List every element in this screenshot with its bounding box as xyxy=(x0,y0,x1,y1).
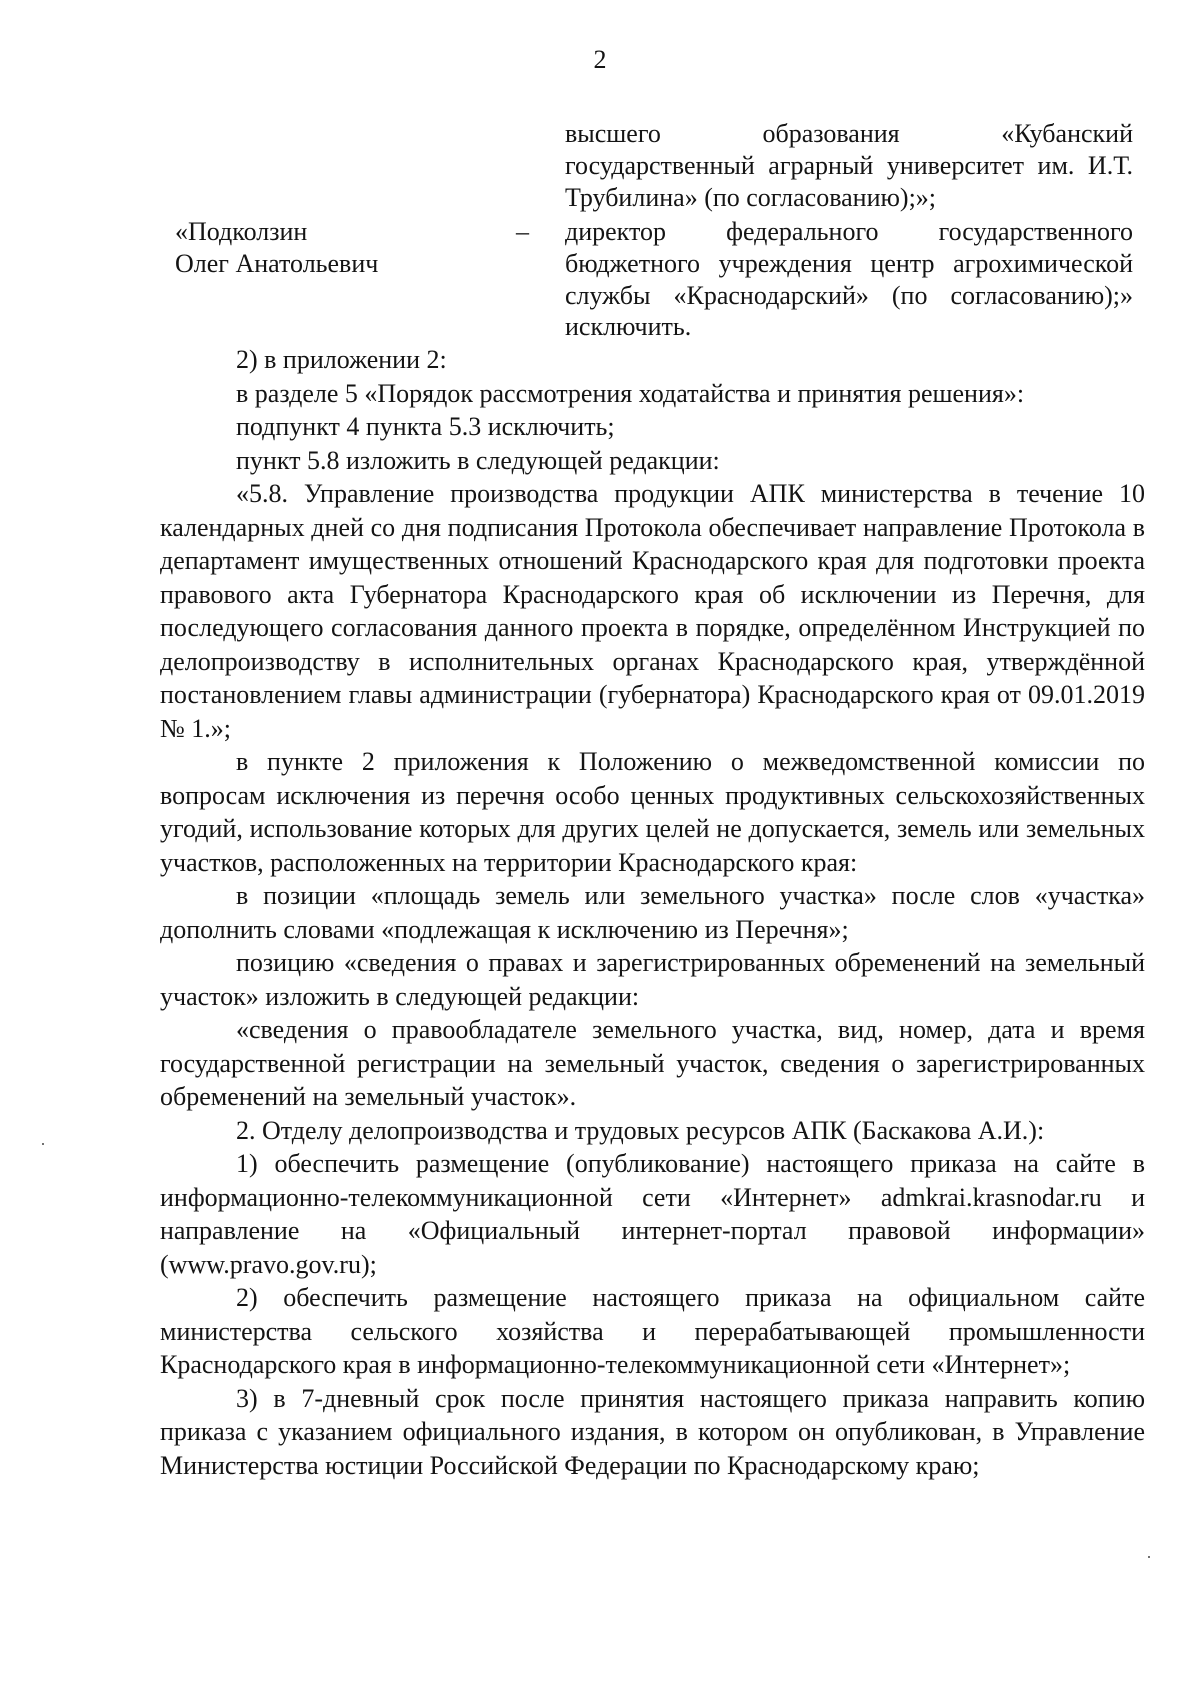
paragraph: «сведения о правообладателе земельного участка, вид, номер, дата и время государственной регистрации на земельный участок, сведения о зарегистрированных обременений на земельный участок». xyxy=(160,1015,1145,1111)
paragraph: позицию «сведения о правах и зарегистрированных обременений на земельный участок» изложить в следующей редакции: xyxy=(160,948,1145,1011)
paragraph: 2) в приложении 2: xyxy=(236,345,447,374)
scan-speck xyxy=(1148,1556,1150,1558)
paragraph: пункт 5.8 изложить в следующей редакции: xyxy=(236,445,720,475)
paragraph: в пункте 2 приложения к Положению о межведомственной комиссии по вопросам исключения из перечня особо ценных продуктивных сельскохозяйственных угодий, использование которых для других целей не допускается, земель или земельных участков, расположенных на территории Краснодарского края: xyxy=(160,747,1145,877)
paragraph: «5.8. Управление производства продукции АПК министерства в течение 10 календарных дней со дня подписания Протокола обеспечивает направление Протокола в департамент имущественных отношений Краснодарского края для подготовки проекта правового акта Губернатора Краснодарского края об исключении из Перечня, для последующего согласования данного проекта в порядке, определённом Инструкцией по делопроизводству в исполнительных органах Краснодарского края, утверждённой постановлением главы администрации (губернатора) Краснодарского края от 09.01.2019 № 1.»; xyxy=(160,479,1145,743)
paragraph: 2) обеспечить размещение настоящего приказа на официальном сайте министерства сельского хозяйства и перерабатывающей промышленности Краснодарского края в информационно-телекоммуникационной сети «Интернет»; xyxy=(160,1283,1145,1379)
member-dash: – xyxy=(516,217,529,246)
member-description: директор федерального государственного бюджетного учреждения центр агрохимической службы «Краснодарский» (по согласованию);» исключить. xyxy=(565,217,1133,342)
document-body xyxy=(160,343,1145,1482)
previous-entry-continuation: высшего образования «Кубанский государственный аграрный университет им. И.Т. Трубилина» (по согласованию);»; xyxy=(565,119,1133,212)
paragraph: в позиции «площадь земель или земельного участка» после слов «участка» дополнить словами «подлежащая к исключению из Перечня»; xyxy=(160,881,1145,944)
paragraph: 2. Отделу делопроизводства и трудовых ресурсов АПК (Баскакова А.И.): xyxy=(236,1115,1045,1145)
paragraph: 3) в 7-дневный срок после принятия настоящего приказа направить копию приказа с указанием официального издания, в котором он опубликован, в Управление Министерства юстиции Российской Федерации по Краснодарскому краю; xyxy=(160,1383,1145,1480)
paragraph: в разделе 5 «Порядок рассмотрения ходатайства и принятия решения»: xyxy=(236,378,1025,408)
member-given-names: Олег Анатольевич xyxy=(175,248,379,278)
paragraph: подпункт 4 пункта 5.3 исключить; xyxy=(236,412,615,441)
scan-speck xyxy=(42,1143,44,1145)
member-name xyxy=(175,216,475,280)
member-surname: «Подколзин xyxy=(175,217,308,246)
paragraph: 1) обеспечить размещение (опубликование) настоящего приказа на сайте в информационно-телекоммуникационной сети «Интернет» admkrai.krasnodar.ru и направление на «Официальный интернет-портал правовой информации» (www.pravo.gov.ru); xyxy=(160,1149,1145,1279)
page-number: 2 xyxy=(593,45,607,74)
